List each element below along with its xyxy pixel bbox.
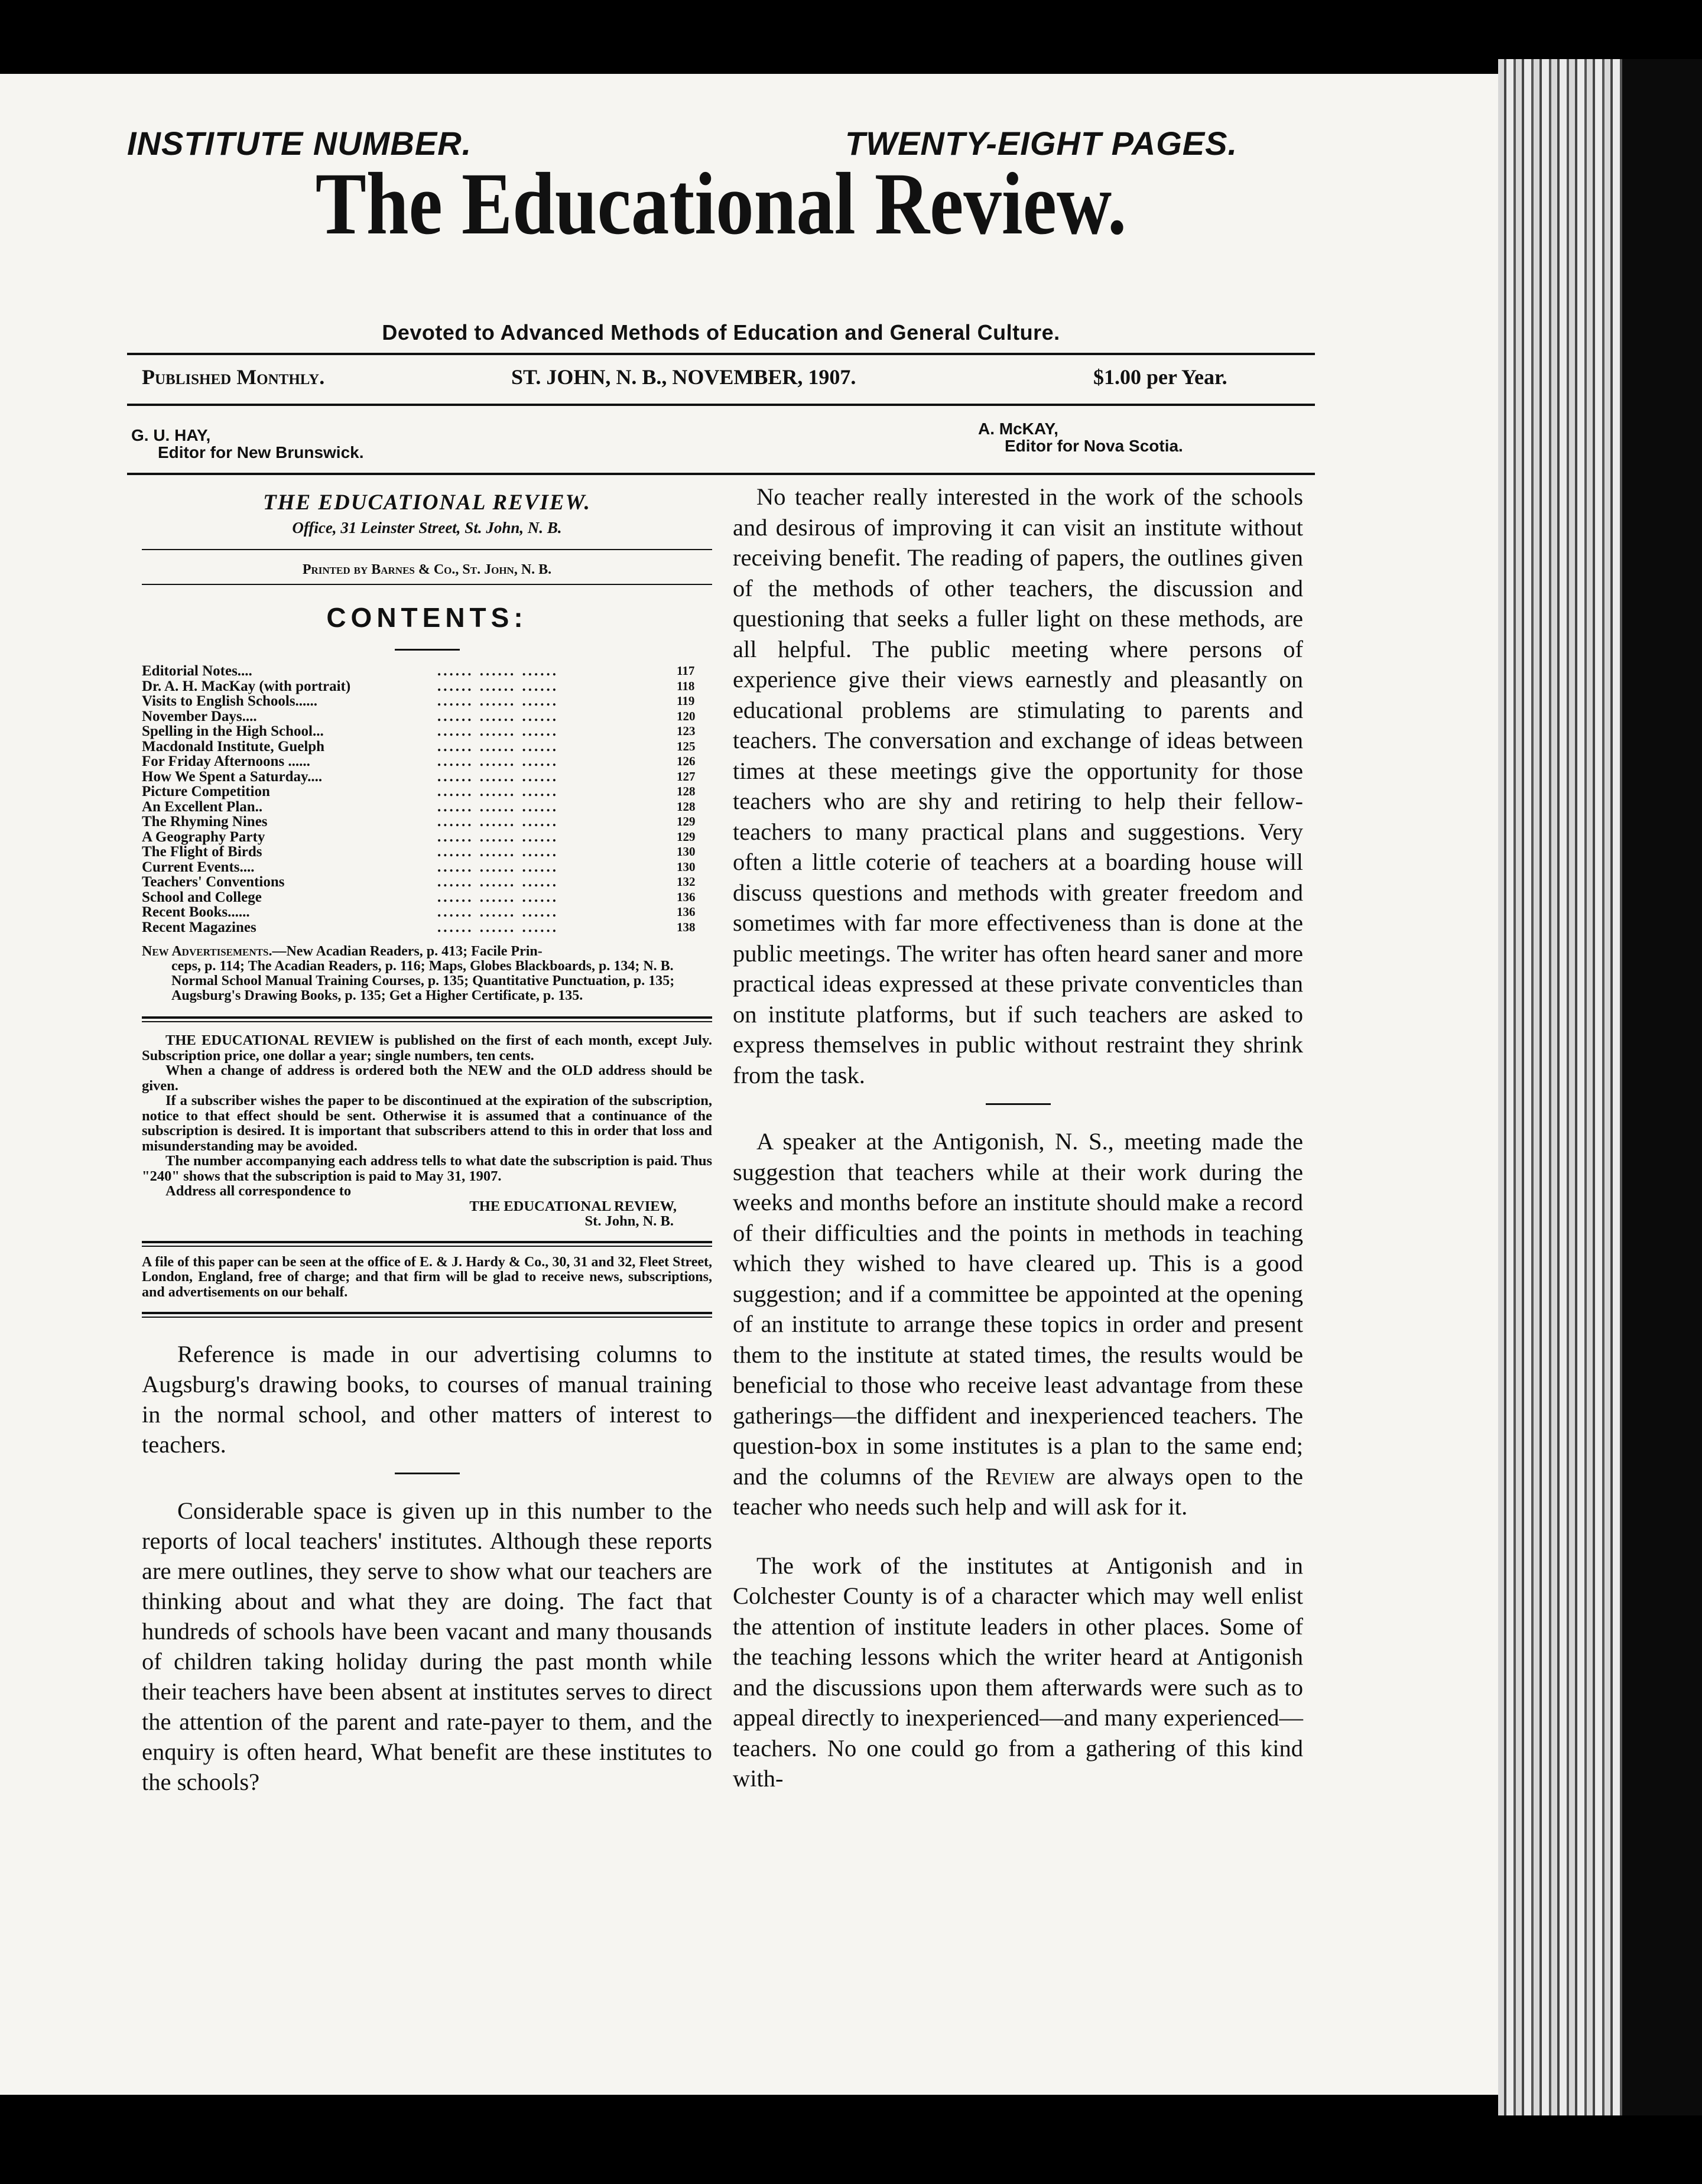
editor-role: Editor for Nova Scotia. xyxy=(1005,437,1183,456)
subscription-para: When a change of address is ordered both the NEW and the OLD address should be given. xyxy=(142,1062,712,1094)
section-rule xyxy=(142,1021,712,1022)
article-paragraph: Considerable space is given up in this number to the reports of local teachers' institutes. Although these reports are mere outlines, they serve to show what our teachers are thinking about and what they are doing. The fact that hundreds of schools have been vacant and many thousands of children taking holiday during the past month while their teachers have been absent at institutes serves to direct the attention of the parent and rate-payer to them, and the enquiry is often heard, What benefit are these institutes to the schools? xyxy=(142,1497,712,1795)
columns-rule xyxy=(127,473,1315,475)
article-paragraph: Reference is made in our advertising columns to Augsburg's drawing books, to courses of manual training in the normal school, and other matters of interest to teachers. xyxy=(142,1341,712,1458)
contents-item: Recent Books...... ...... ...... ...... 136 xyxy=(142,904,696,920)
editor-role: Editor for New Brunswick. xyxy=(158,443,364,462)
section-rule xyxy=(142,1246,712,1247)
tagline: Devoted to Advanced Methods of Education and General Culture. xyxy=(382,320,1060,344)
infobox-title: THE EDUCATIONAL REVIEW. xyxy=(263,490,591,515)
paragraph-divider xyxy=(395,1473,460,1474)
file-notice: A file of this paper can be seen at the office of E. & J. Hardy & Co., 30, 31 and 32, Fleet Street, London, England, free of charge; and that firm will be glad to receive news, subscriptions, and advertisements on our behalf. xyxy=(142,1254,712,1300)
contents-item: Spelling in the High School... ...... ...... ...... 123 xyxy=(142,723,696,739)
new-ads-label: New Advertisements. xyxy=(142,944,272,959)
section-rule xyxy=(142,1317,712,1318)
subscription-para: If a subscriber wishes the paper to be discontinued at the expiration of the subscription, notice to that effect should be sent. Otherwise it is assumed that a continuance of the subscription is desired. It is important that subscribers attend to this in order that loss and misunderstanding may be avoided. xyxy=(142,1093,712,1154)
contents-item: A Geography Party ...... ...... ...... 129 xyxy=(142,828,696,845)
contents-item: Recent Magazines ...... ...... ...... 138 xyxy=(142,919,696,935)
address-name: THE EDUCATIONAL REVIEW, xyxy=(469,1198,677,1214)
review-smallcaps: Review xyxy=(985,1462,1055,1490)
contents-heading: CONTENTS: xyxy=(326,602,528,633)
infobox-printed: Printed by Barnes & Co., St. John, N. B. xyxy=(302,562,552,577)
editor-name: G. U. HAY, xyxy=(131,426,211,444)
paragraph-divider xyxy=(986,1103,1051,1105)
contents-item: The Flight of Birds ...... ...... ...... 130 xyxy=(142,844,696,860)
contents-item: Macdonald Institute, Guelph ...... ...... ...... 125 xyxy=(142,738,696,755)
masthead-title: The Educational Review. xyxy=(315,155,1127,253)
place-date: ST. JOHN, N. B., NOVEMBER, 1907. xyxy=(511,365,856,389)
contents-item: Dr. A. H. MacKay (with portrait) ...... ...... ...... 118 xyxy=(142,678,695,694)
contents-item: Teachers' Conventions ...... ...... ...... 132 xyxy=(142,874,696,890)
new-ads-list: ceps, p. 114; The Acadian Readers, p. 116; Maps, Globes Blackboards, p. 134; N. B. Normal School Manual Training Courses, p. 135; Quantitative Punctuation, p. 135; Augsburg's Drawing Books, p. 135; Get a Higher Certificate, p. 135. xyxy=(171,958,675,1003)
contents-item: For Friday Afternoons ...... ...... ...... ...... 126 xyxy=(142,753,696,769)
editor-new-brunswick xyxy=(131,427,364,462)
left-article xyxy=(142,1339,712,1797)
header-rule-top xyxy=(127,353,1315,355)
page-count-flag: TWENTY-EIGHT PAGES. xyxy=(845,125,1238,162)
contents-rule xyxy=(395,649,460,651)
address-city: St. John, N. B. xyxy=(584,1213,674,1229)
new-ads-first-line: —New Acadian Readers, p. 413; Facile Prin- xyxy=(272,944,543,959)
infobox-rule xyxy=(142,549,712,550)
contents-item: How We Spent a Saturday.... ...... ...... ...... 127 xyxy=(142,768,696,785)
subscription-para: THE EDUCATIONAL REVIEW is published on the first of each month, except July. Subscription price, one dollar a year; single numbers, ten cents. xyxy=(142,1032,712,1064)
header-rule-bottom xyxy=(127,404,1315,406)
scan-border xyxy=(1622,59,1702,2115)
contents-item: Picture Competition ...... ...... ...... 128 xyxy=(142,784,696,800)
section-rule xyxy=(142,1241,712,1243)
institute-number-flag: INSTITUTE NUMBER. xyxy=(127,125,472,162)
contents-item: The Rhyming Nines ...... ...... ...... 129 xyxy=(142,814,696,830)
contents-item: Editorial Notes.... ...... ...... ...... 117 xyxy=(142,663,695,679)
page-stack-edge xyxy=(1498,59,1622,2115)
editor-name: A. McKAY, xyxy=(978,420,1058,438)
contents-list xyxy=(142,664,712,935)
article-paragraph: A speaker at the Antigonish, N. S., meeting made the suggestion that teachers while at their work during the weeks and months before an institute should make a record of their difficulties and the points in methods in teaching which they wished to have cleared up. This is a good suggestion; and if a committee be appointed at the opening of an institute to arrange these topics in order and present them to the institute at stated times, the results would be beneficial to those who receive least advantage from these gatherings—the diffident and inexperienced teachers. The question-box in some institutes is a plan to the same end; and the columns of the Review are always open to the teacher who needs such help and will ask for it. xyxy=(733,1128,1304,1520)
subscription-para: Address all correspondence to xyxy=(165,1183,352,1199)
article-paragraph: No teacher really interested in the work of the schools and desirous of improving it can visit an institute without receiving benefit. The reading of papers, the outlines given of the methods of other teachers, the discussion and questioning that seeks a fuller light on these methods, are all helpful. The public meeting where persons of experience give their views earnestly and pleasantly on educational problems are stimulating to parents and teachers. The conversation and exchange of ideas between times at these meetings give the opportunity for those teachers who are shy and retiring to help their fellow-teachers to many practical plans and suggestions. Very often a little coterie of teachers at a boarding house will discuss questions and methods with greater freedom and sometimes with far more effectiveness than is done at the public meetings. The writer has often heard saner and more practical ideas expressed at these private conventicles than on institute platforms, but if such teachers are asked to express themselves in public without restraint they shrink from the task. xyxy=(733,483,1303,1088)
editor-nova-scotia xyxy=(978,420,1183,455)
section-rule xyxy=(142,1016,712,1019)
contents-item: Current Events.... ...... ...... ...... 130 xyxy=(142,859,696,875)
left-column xyxy=(142,482,712,1797)
infobox-rule xyxy=(142,584,712,585)
paragraph-gap xyxy=(733,1522,1303,1551)
contents-item: November Days.... ...... ...... ...... 120 xyxy=(142,708,696,724)
subscription-para: The number accompanying each address tells to what date the subscription is paid. Thus "240" shows that the subscription is paid to May 31, 1907. xyxy=(142,1153,712,1184)
contents-item: Visits to English Schools...... ...... ...... ...... 119 xyxy=(142,693,695,709)
article-paragraph: The work of the institutes at Antigonish and in Colchester County is of a character which may well enlist the attention of institute leaders in other places. Some of the teaching lessons which the writer heard at Antigonish and the discussions upon them afterwards were such as to appeal directly to inexperienced—and many experienced—teachers. No one could go from a gathering of this kind with- xyxy=(733,1552,1303,1792)
new-advertisements xyxy=(142,944,712,1003)
right-column xyxy=(733,482,1303,1794)
published-monthly: Published Monthly. xyxy=(142,365,325,389)
price: $1.00 per Year. xyxy=(1093,365,1227,389)
infobox-office: Office, 31 Leinster Street, St. John, N. B. xyxy=(292,519,562,537)
contents-item: School and College ...... ...... ...... 136 xyxy=(142,889,696,905)
subscription-notice xyxy=(142,1033,712,1229)
contents-item: An Excellent Plan.. ...... ...... ...... 128 xyxy=(142,798,696,815)
section-rule xyxy=(142,1312,712,1314)
